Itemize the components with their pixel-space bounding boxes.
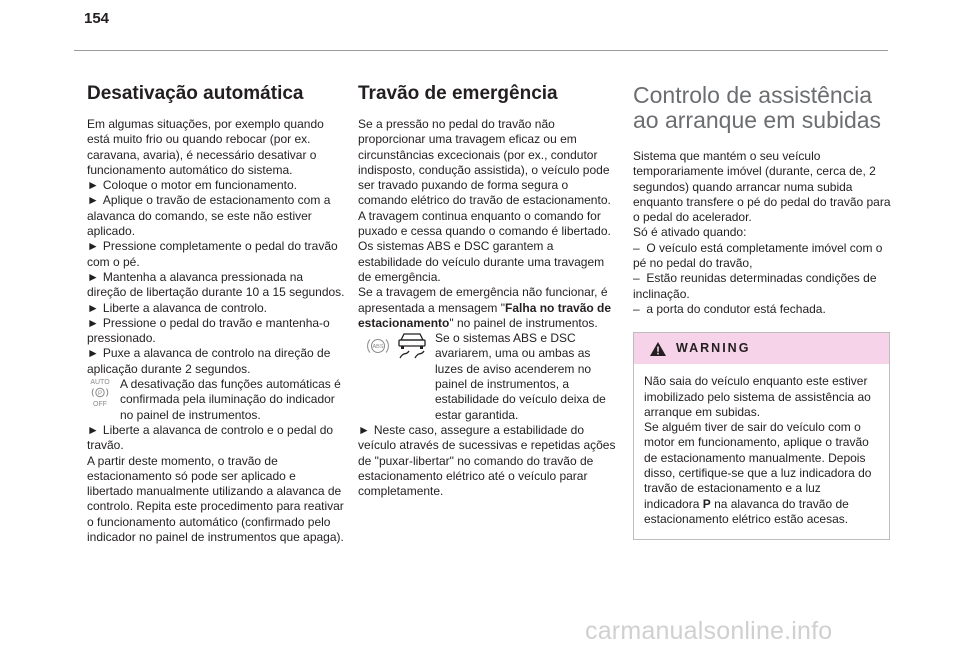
- paragraph: Se a travagem de emergência não funcionar, é apresentada a mensagem "Falha no travão de estacionamento" no painel de instrumentos.: [358, 285, 612, 330]
- svg-text:ABS: ABS: [372, 344, 384, 351]
- warning-paragraph: Se alguém tiver de sair do veículo com o motor em funcionamento, aplique o travão de estacionamento manualmente. Depois disso, certifique-se que a luz indicadora do travão de estacionamento e a luz indicadora P na alavanca do travão de estacionamento elétrico estão acesas.: [644, 420, 872, 526]
- abs-warning-icon: [366, 335, 390, 361]
- step-item: ► Liberte a alavanca de controlo.: [87, 300, 267, 315]
- warning-title: WARNING: [676, 341, 751, 356]
- step-item: ► Liberte a alavanca de controlo e o pedal do travão.: [87, 422, 334, 453]
- auto-off-indicator-icon: [87, 377, 113, 411]
- arrow-icon: ►: [87, 239, 99, 254]
- section-title-auto-deactivation: Desativação automática: [87, 83, 304, 104]
- paragraph: A travagem continua enquanto o comando for puxado e cessa quando o comando é libertado.: [358, 208, 611, 239]
- page-number: 154: [84, 10, 110, 27]
- warning-header: [634, 333, 889, 364]
- warning-box: [633, 332, 890, 540]
- paragraph: Sistema que mantém o seu veículo temporariamente imóvel (durante, cerca de, 2 segundos) quando arrancar numa subida enquanto transfere o pé do pedal do travão para o pedal do acelerador.: [633, 149, 891, 225]
- step-item: ► Puxe a alavanca de controlo na direção de aplicação durante 2 segundos.: [87, 346, 331, 376]
- section-title-hill-start-assist: Controlo de assistência ao arranque em subidas: [633, 82, 882, 133]
- warning-triangle-icon: [649, 341, 667, 357]
- section-title-emergency-brake: Travão de emergência: [358, 83, 558, 104]
- condition-item: – Estão reunidas determinadas condições de inclinação.: [633, 271, 877, 301]
- arrow-icon: ►: [87, 193, 99, 208]
- svg-text:OFF: OFF: [93, 401, 107, 408]
- watermark: carmanualsonline.info: [585, 617, 833, 645]
- step-item: ► Pressione completamente o pedal do travão com o pé.: [87, 239, 338, 269]
- step-item: ► Mantenha a alavanca pressionada na direção de libertação durante 10 a 15 segundos.: [87, 269, 345, 300]
- step-item: ► Neste caso, assegure a estabilidade do veículo através de sucessivas e repetidas ações de "puxar-libertar" no comando do travão de estacionamento elétrico até o veículo parar completamente.: [358, 422, 616, 499]
- svg-text:P: P: [97, 391, 103, 398]
- condition-item: – a porta do condutor está fechada.: [633, 301, 826, 316]
- paragraph: Se a pressão no pedal do travão não proporcionar uma travagem eficaz ou em circunstâncias excecionais (por ex., condutor indisposto, condução assistida), o veículo pode ser travado puxando de forma segura o comando elétrico do travão de estacionamento.: [358, 117, 611, 208]
- arrow-icon: ►: [87, 422, 99, 437]
- arrow-icon: ►: [358, 422, 370, 437]
- arrow-icon: ►: [87, 269, 99, 284]
- arrow-icon: ►: [87, 178, 99, 193]
- step-item: ► Coloque o motor em funcionamento.: [87, 178, 297, 193]
- dsc-warning-icon: [396, 331, 428, 365]
- abs-dsc-note: ABS Se o sistemas ABS e DSC avariarem, uma ou ambas as luzes de aviso acenderem no painel de instrumentos, a estabilidade do veículo deixa de estar garantida.: [358, 331, 616, 423]
- step-item: ► Pressione o pedal do travão e mantenha-o pressionado.: [87, 315, 330, 346]
- intro-paragraph: Em algumas situações, por exemplo quando está muito frio ou quando rebocar (por ex. caravana, avaria), é necessário desativar o funcionamento automático do sistema.: [87, 117, 324, 177]
- svg-text:AUTO: AUTO: [90, 379, 110, 387]
- step-item: ► Aplique o travão de estacionamento com a alavanca do comando, se este não estiver aplicado.: [87, 193, 331, 239]
- warning-paragraph: Não saia do veículo enquanto este estiver imobilizado pelo sistema de assistência ao arranque em subidas.: [644, 374, 871, 419]
- warning-body: [634, 364, 889, 539]
- arrow-icon: ►: [87, 300, 99, 315]
- auto-off-note: AUTO P OFF A desativação das funções automáticas é confirmada pela iluminação do indicador no painel de instrumentos.: [87, 377, 345, 423]
- arrow-icon: ►: [87, 315, 99, 330]
- column-emergency-brake: [358, 83, 616, 499]
- arrow-icon: ►: [87, 346, 99, 361]
- column-hill-start-assist: [633, 83, 893, 540]
- column-auto-deactivation: [87, 83, 345, 545]
- paragraph: Só é ativado quando:: [633, 225, 747, 240]
- outro-paragraph: A partir deste momento, o travão de estacionamento só pode ser aplicado e libertado manualmente utilizando a alavanca de controlo. Repita este procedimento para reativar o funcionamento automático (confirmado pelo indicador no painel de instrumentos que apaga).: [87, 453, 344, 545]
- paragraph: Os sistemas ABS e DSC garantem a estabilidade do veículo durante uma travagem de emergência.: [358, 239, 605, 284]
- condition-item: – O veículo está completamente imóvel com o pé no pedal do travão,: [633, 240, 883, 271]
- header-divider: [74, 50, 888, 51]
